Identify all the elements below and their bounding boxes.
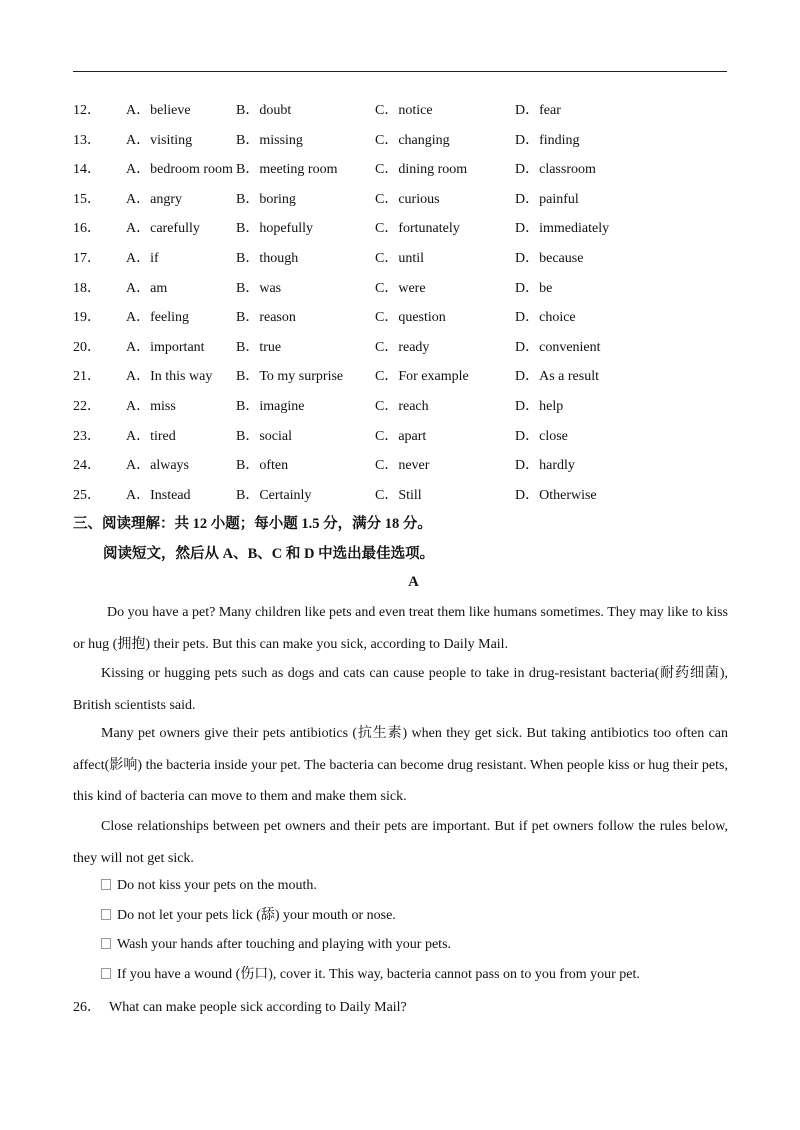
option-row-14 xyxy=(0,151,800,181)
bullet-box-icon xyxy=(101,879,111,890)
option-b: B．boring xyxy=(236,191,296,207)
question-number: 12． xyxy=(73,103,101,118)
question-number: 23． xyxy=(73,428,101,444)
option-row-15 xyxy=(0,181,800,211)
section-instruction: 阅读短文，然后从 A、B、C 和 D 中选出最佳选项。 xyxy=(103,546,435,562)
question-number: 22． xyxy=(73,398,101,414)
option-c: C．fortunately xyxy=(375,221,460,237)
rule-text: Do not let your pets lick (舔) your mouth or nose. xyxy=(117,907,396,923)
option-a: A．miss xyxy=(126,398,176,414)
option-b: B．missing xyxy=(236,132,303,148)
rule-text: Wash your hands after touching and playing with your pets. xyxy=(117,937,452,953)
option-row-16 xyxy=(0,210,800,240)
question-number: 17． xyxy=(73,250,101,266)
option-c: C．For example xyxy=(375,369,469,385)
option-c: C．apart xyxy=(375,428,427,444)
option-c: C．never xyxy=(375,458,430,474)
option-a: A．always xyxy=(126,458,189,474)
option-row-24 xyxy=(0,447,800,477)
option-a: A．believe xyxy=(126,103,191,118)
option-row-19 xyxy=(0,299,800,329)
passage-paragraph-2: Kissing or hugging pets such as dogs and cats can cause people to take in drug-resistant bacteria(耐药细菌), British scientists said. xyxy=(73,666,728,713)
rule-text: Do not kiss your pets on the mouth. xyxy=(117,878,317,893)
option-row-12 xyxy=(0,92,800,122)
question-number: 20． xyxy=(73,339,101,355)
option-c: C．notice xyxy=(375,103,433,118)
option-a: A．tired xyxy=(126,428,176,444)
option-a: A．bedroom room xyxy=(126,162,233,178)
option-row-13 xyxy=(0,122,800,152)
question-number: 16． xyxy=(73,221,101,237)
section-heading: 三、阅读理解：共 12 小题；每小题 1.5 分，满分 18 分。 xyxy=(73,516,432,532)
option-d: D．because xyxy=(515,250,584,266)
option-c: C．dining room xyxy=(375,162,468,178)
option-c: C．until xyxy=(375,250,425,266)
option-c: C．curious xyxy=(375,191,440,207)
option-c: C．Still xyxy=(375,487,422,503)
option-b: B．To my surprise xyxy=(236,369,344,385)
option-b: B．imagine xyxy=(236,398,305,414)
header-rule xyxy=(73,71,727,72)
option-c: C．were xyxy=(375,280,426,296)
question-number: 24． xyxy=(73,458,101,474)
option-a: A．visiting xyxy=(126,132,193,148)
option-a: A．important xyxy=(126,339,205,355)
rule-item xyxy=(101,874,640,904)
option-d: D．As a result xyxy=(515,369,599,385)
question-number: 14． xyxy=(73,162,101,178)
option-row-25 xyxy=(0,477,800,507)
option-d: D．be xyxy=(515,280,553,296)
option-b: B．true xyxy=(236,339,282,355)
question-number: 25． xyxy=(73,487,101,503)
option-b: B．reason xyxy=(236,310,296,326)
options-list xyxy=(0,92,800,506)
option-b: B．social xyxy=(236,428,292,444)
question-number: 13． xyxy=(73,132,101,148)
option-c: C．question xyxy=(375,310,446,326)
option-d: D．painful xyxy=(515,191,579,207)
option-c: C．changing xyxy=(375,132,450,148)
passage-paragraph-3: Many pet owners give their pets antibiotics (抗生素) when they get sick. But taking antibiotics too often can affect(影响) the bacteria inside your pet. The bacteria can become drug resistant. When people kiss or hug their pets, this kind of bacteria can move to them and make them sick. xyxy=(73,726,728,804)
option-a: A．Instead xyxy=(126,487,191,503)
passage-paragraph-1: Do you have a pet? Many children like pets and even treat them like humans sometimes. They may like to kiss or hug (拥抱) their pets. But this can make you sick, according to Daily Mail. xyxy=(73,605,728,652)
option-d: D．immediately xyxy=(515,221,610,237)
question-26 xyxy=(73,996,407,1016)
rule-item xyxy=(101,904,640,934)
option-d: D．classroom xyxy=(515,162,596,178)
option-d: D．Otherwise xyxy=(515,487,597,503)
question-number: 15． xyxy=(73,191,101,207)
option-d: D．convenient xyxy=(515,339,601,355)
option-row-23 xyxy=(0,418,800,448)
rules-list xyxy=(101,874,640,992)
option-row-18 xyxy=(0,270,800,300)
option-b: B．was xyxy=(236,280,282,296)
question-number: 21． xyxy=(73,369,101,385)
passage-paragraph-4: Close relationships between pet owners and their pets are important. But if pet owners follow the rules below, they will not get sick. xyxy=(73,819,728,866)
option-b: B．Certainly xyxy=(236,487,312,503)
option-b: B．meeting room xyxy=(236,162,338,178)
option-d: D．fear xyxy=(515,103,561,118)
option-b: B．hopefully xyxy=(236,221,313,237)
option-b: B．doubt xyxy=(236,103,292,118)
option-b: B．though xyxy=(236,250,299,266)
passage-title: A xyxy=(408,574,419,590)
bullet-box-icon xyxy=(101,938,111,949)
option-b: B．often xyxy=(236,458,289,474)
option-row-17 xyxy=(0,240,800,270)
option-a: A．am xyxy=(126,280,168,296)
option-row-22 xyxy=(0,388,800,418)
option-d: D．hardly xyxy=(515,458,575,474)
option-a: A．if xyxy=(126,250,159,266)
question-text: What can make people sick according to Daily Mail? xyxy=(109,1000,407,1015)
question-number: 18． xyxy=(73,280,101,296)
option-a: A．angry xyxy=(126,191,182,207)
option-d: D．help xyxy=(515,398,564,414)
bullet-box-icon xyxy=(101,909,111,920)
option-a: A．In this way xyxy=(126,369,213,385)
option-a: A．feeling xyxy=(126,310,189,326)
rule-item xyxy=(101,933,640,963)
option-row-20 xyxy=(0,329,800,359)
option-c: C．reach xyxy=(375,398,429,414)
option-d: D．choice xyxy=(515,310,576,326)
option-d: D．finding xyxy=(515,132,580,148)
option-row-21 xyxy=(0,358,800,388)
rule-item xyxy=(101,963,640,993)
bullet-box-icon xyxy=(101,968,111,979)
question-number: 19． xyxy=(73,310,101,326)
option-a: A．carefully xyxy=(126,221,200,237)
rule-text: If you have a wound (伤口), cover it. This way, bacteria cannot pass on to you from your pet. xyxy=(117,966,640,982)
question-number: 26． xyxy=(73,1000,101,1015)
option-c: C．ready xyxy=(375,339,430,355)
option-d: D．close xyxy=(515,428,568,444)
